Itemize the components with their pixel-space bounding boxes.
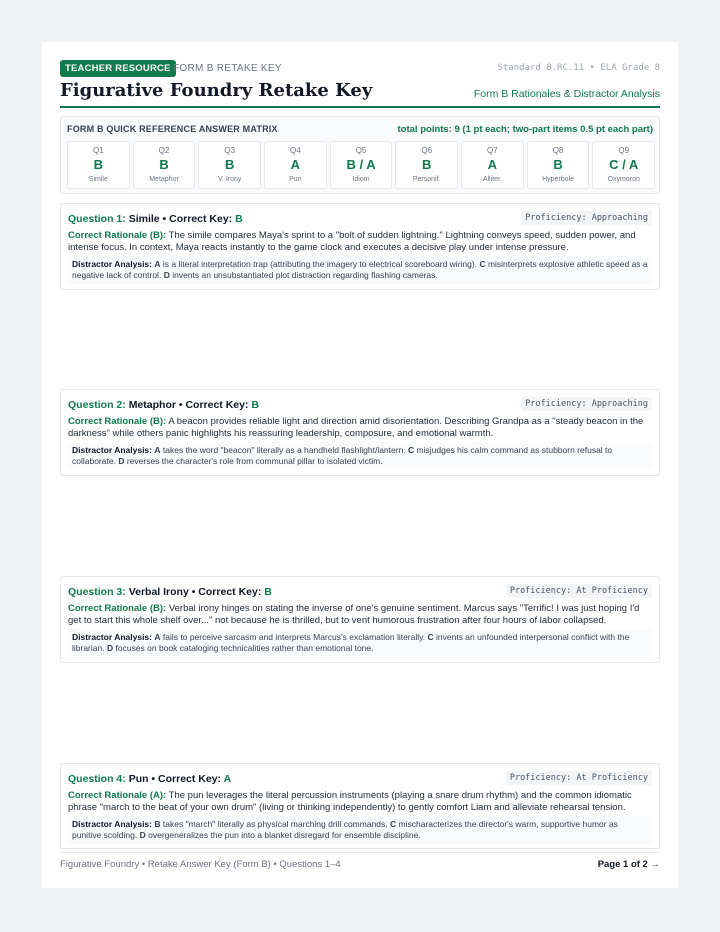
distractor-label: Distractor Analysis: (72, 259, 152, 269)
distractor-letter: A (154, 259, 161, 269)
teacher-resource-badge: TEACHER RESOURCE (60, 60, 176, 77)
distractor-analysis (68, 442, 652, 470)
distractor-letter: C (479, 259, 486, 269)
question-number: Question 3: (68, 586, 126, 598)
rationale-label: Correct Rationale (B): (68, 603, 167, 614)
question-number: Question 4: (68, 773, 126, 785)
cell-question: Q5 (355, 146, 367, 155)
proficiency-badge: Proficiency: At Proficiency (506, 584, 652, 598)
answer-matrix (60, 116, 660, 194)
cell-device: V. Irony (217, 176, 242, 183)
question-number: Question 2: (68, 399, 126, 411)
footer-caption: Figurative Foundry • Retake Answer Key (Form B) • Questions 1–4 (60, 859, 341, 870)
question-device: Simile • Correct Key: (128, 213, 233, 225)
matrix-cell (330, 141, 393, 189)
correct-key: B (251, 399, 259, 411)
distractor-text: invents an unsubstantiated plot distraction regarding flashing cameras. (172, 270, 438, 280)
rationale-text: Verbal irony hinges on stating the inverse of one's genuine sentiment. Marcus says "Terrific! I was just hoping I'd get to start this whole shelf over..." not because he is thrilled, but to vent humorous frustration after four hours of labor collapsed. (68, 603, 640, 626)
next-page-arrow-icon[interactable]: → (650, 859, 660, 870)
distractor-text: misjudges his calm command as stubborn refusal to collaborate. (72, 445, 613, 466)
rationale-label: Correct Rationale (B): (68, 416, 167, 427)
cell-device: Idiom (352, 176, 370, 183)
standard-label: Standard 8.RC.11 • ELA Grade 8 (497, 63, 660, 73)
page-subtitle: Form B Rationales & Distractor Analysis (473, 88, 660, 100)
rationale-label: Correct Rationale (B): (68, 230, 167, 241)
cell-answer: A (487, 157, 498, 172)
matrix-cell (592, 141, 655, 189)
footer-divider (60, 852, 660, 853)
cell-answer: B (159, 157, 169, 172)
distractor-text: reverses the character's role from communal pillar to isolated victim. (126, 456, 383, 466)
matrix-cell (264, 141, 327, 189)
distractor-text: fails to perceive sarcasm and interprets Marcus's exclamation literally. (162, 632, 426, 642)
distractor-letter: C (408, 445, 415, 455)
correct-key: B (235, 213, 243, 225)
distractor-label: Distractor Analysis: (72, 632, 152, 642)
distractor-letter: B (154, 819, 161, 829)
question-heading (68, 773, 231, 785)
question-card-4 (60, 763, 660, 849)
distractor-letter: C (427, 632, 434, 642)
question-heading (68, 213, 243, 225)
distractor-letter: A (154, 445, 161, 455)
cell-question: Q1 (93, 146, 104, 155)
question-card-3 (60, 576, 660, 663)
cell-question: Q9 (618, 146, 630, 155)
rationale-label: Correct Rationale (A): (68, 790, 167, 801)
question-number: Question 1: (68, 213, 126, 225)
distractor-text: takes the word "beacon" literally as a handheld flashlight/lantern. (162, 445, 406, 455)
distractor-letter: D (106, 643, 114, 653)
matrix-points: total points: 9 (1 pt each; two-part items 0.5 pt each part) (397, 124, 653, 135)
distractor-letter: D (163, 270, 170, 280)
correct-key: A (223, 773, 232, 785)
answer-key-page (42, 42, 678, 888)
distractor-text: overgeneralizes the pun into a blanket disregard for ensemble discipline. (148, 830, 421, 840)
rationale-text: A beacon provides reliable light and direction amid disorientation. Describing Grandpa as a "steady beacon in the darkness" while others panic highlights his reassuring leadership, composure, and emotional warmth. (68, 416, 644, 439)
matrix-cell (133, 141, 196, 189)
proficiency-badge: Proficiency: Approaching (521, 211, 652, 225)
distractor-text: takes "march" literally as physical marching drill commands. (162, 819, 388, 829)
distractor-letter: D (139, 830, 146, 840)
question-device: Verbal Irony • Correct Key: (128, 586, 262, 598)
cell-device: Metaphor (149, 176, 179, 183)
cell-question: Q3 (224, 146, 236, 155)
cell-answer: C / A (609, 157, 639, 172)
distractor-text: focuses on book cataloging technicalities rather than emotional tone. (115, 643, 374, 653)
distractor-letter: D (118, 456, 125, 466)
question-device: Pun • Correct Key: (128, 773, 222, 785)
distractor-letter: A (154, 632, 161, 642)
distractor-text: invents an unfounded interpersonal conflict with the librarian. (72, 632, 630, 653)
cell-answer: A (290, 157, 301, 172)
correct-rationale (68, 230, 652, 254)
distractor-label: Distractor Analysis: (72, 819, 152, 829)
matrix-cell (395, 141, 458, 189)
distractor-letter: C (390, 819, 397, 829)
matrix-cell (527, 141, 590, 189)
cell-question: Q6 (421, 146, 433, 155)
question-device: Metaphor • Correct Key: (128, 399, 249, 411)
cell-answer: B (93, 157, 104, 172)
cell-question: Q4 (290, 146, 301, 155)
page-title: Figurative Foundry Retake Key (60, 80, 373, 101)
page-number: Page 1 of 2 (597, 859, 648, 870)
cell-answer: B (422, 157, 432, 172)
distractor-text: is a literal interpretation trap (attributing the imagery to electrical scoreboard wiring). (162, 259, 478, 269)
matrix-cell (67, 141, 130, 189)
cell-question: Q8 (552, 146, 564, 155)
matrix-title: FORM B QUICK REFERENCE ANSWER MATRIX (67, 124, 278, 134)
cell-device: Simile (88, 176, 108, 183)
cell-device: Hyperbole (542, 176, 574, 183)
distractor-label: Distractor Analysis: (72, 445, 152, 455)
cell-answer: B (553, 157, 563, 172)
distractor-analysis (68, 256, 652, 284)
correct-key: B (264, 586, 272, 598)
question-heading (68, 399, 259, 411)
page-indicator (598, 859, 660, 870)
distractor-text: mischaracterizes the director's warm, supportive humor as punitive scolding. (72, 819, 618, 840)
title-divider (60, 106, 660, 108)
proficiency-badge: Proficiency: At Proficiency (506, 771, 652, 785)
cell-answer: B (224, 157, 235, 172)
proficiency-badge: Proficiency: Approaching (521, 397, 652, 411)
question-card-1 (60, 203, 660, 290)
rationale-text: The simile compares Maya's sprint to a "bolt of sudden lightning." Lightning conveys speed, sudden power, and intense focus. In context, Maya reacts instantly to the game clock and executes a decisive play under intense pressure. (68, 230, 636, 253)
matrix-cell (461, 141, 524, 189)
distractor-text: misinterprets explosive athletic speed as a negative lack of control. (72, 259, 648, 280)
cell-question: Q7 (487, 146, 498, 155)
cell-question: Q2 (158, 146, 170, 155)
rationale-text: The pun leverages the literal percussion instruments (playing a snare drum rhythm) and the common idiomatic phrase "march to the beat of your own drum" (living or thinking independently) to gently comfort Liam and alleviate rehearsal tension. (68, 790, 632, 813)
matrix-cells (67, 141, 655, 189)
distractor-analysis (68, 629, 652, 657)
correct-rationale (68, 790, 652, 814)
correct-rationale (68, 416, 652, 440)
matrix-cell (198, 141, 261, 189)
question-card-2 (60, 389, 660, 476)
cell-device: Alliter. (482, 176, 502, 183)
form-label: FORM B RETAKE KEY (173, 63, 282, 74)
cell-device: Personif. (412, 176, 441, 183)
cell-device: Pun (289, 176, 302, 183)
cell-device: Oxymoron (607, 176, 640, 183)
cell-answer: B / A (346, 157, 376, 172)
correct-rationale (68, 603, 652, 627)
question-heading (68, 586, 272, 598)
top-bar (60, 60, 660, 78)
distractor-analysis (68, 816, 652, 844)
